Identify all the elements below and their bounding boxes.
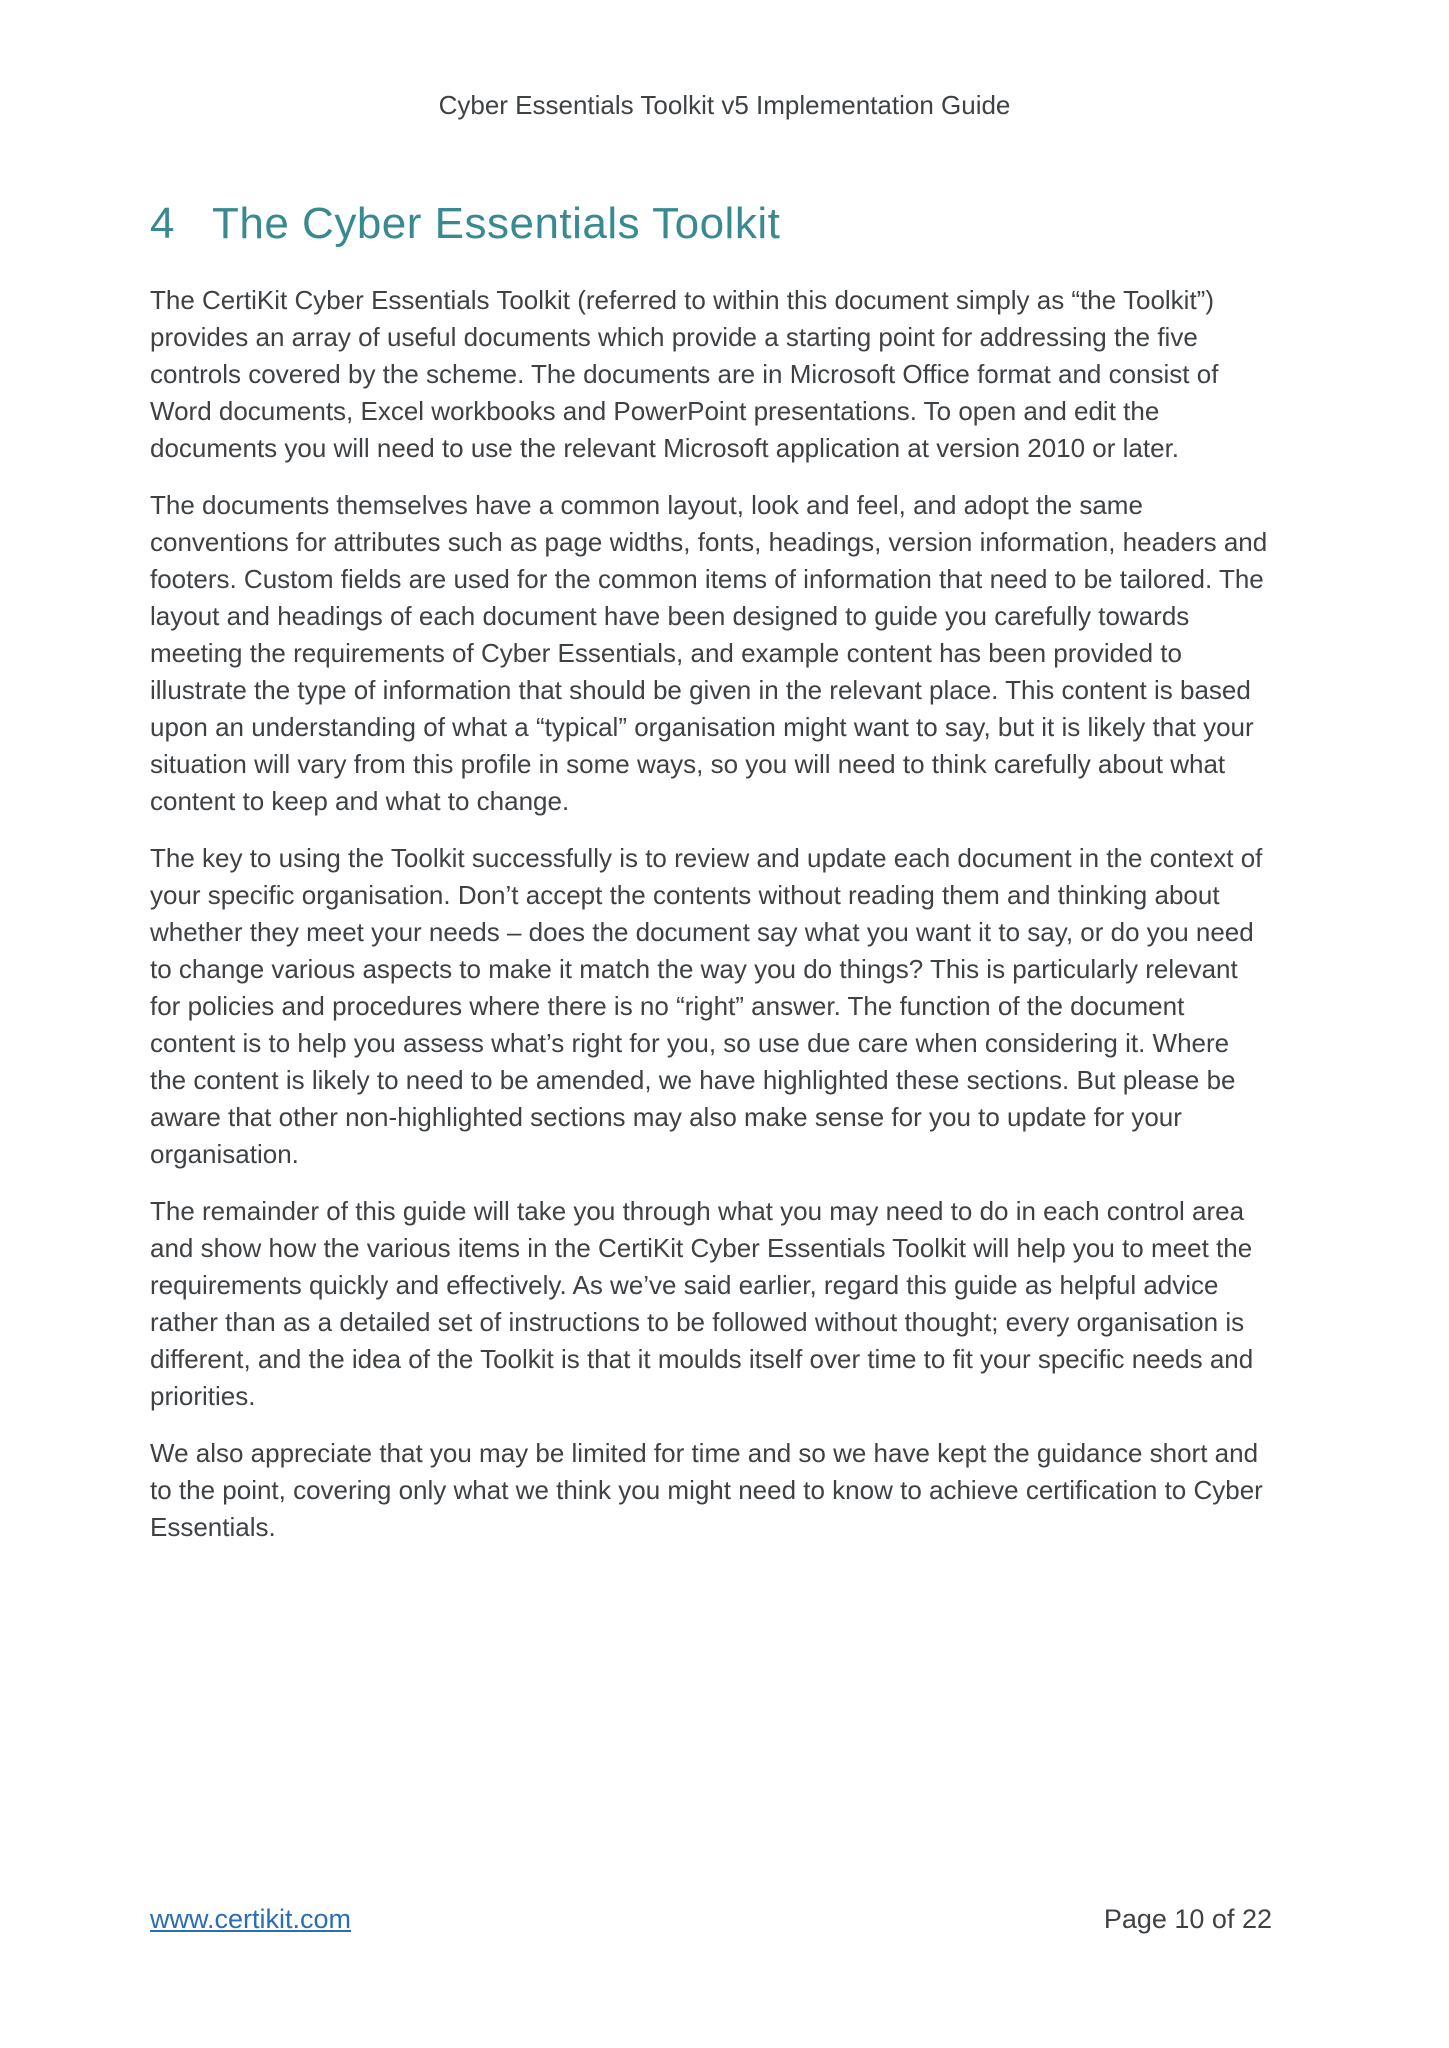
section-number: 4: [150, 199, 175, 248]
page-number: Page 10 of 22: [1103, 1904, 1272, 1934]
page-footer: [150, 1901, 1272, 1937]
body-paragraph: The CertiKit Cyber Essentials Toolkit (referred to within this document simply as “the Toolkit”) provides an array of useful documents which provide a starting point for addressing the five controls covered by the scheme. The documents are in Microsoft Office format and consist of Word documents, Excel workbooks and PowerPoint presentations. To open and edit the documents you will need to use the relevant Microsoft application at version 2010 or later.: [150, 285, 1219, 463]
footer-link[interactable]: www.certikit.com: [150, 1904, 352, 1934]
body-paragraph: The documents themselves have a common layout, look and feel, and adopt the same conventions for attributes such as page widths, fonts, headings, version information, headers and footers. Custom fields are used for the common items of information that need to be tailored. The layout and headings of each document have been designed to guide you carefully towards meeting the requirements of Cyber Essentials, and example content has been provided to illustrate the type of information that should be given in the relevant place. This content is based upon an understanding of what a “typical” organisation might want to say, but it is likely that your situation will vary from this profile in some ways, so you will need to think carefully about what content to keep and what to change.: [150, 490, 1268, 816]
body-paragraph: The remainder of this guide will take you through what you may need to do in each control area and show how the various items in the CertiKit Cyber Essentials Toolkit will help you to meet the requirements quickly and effectively. As we’ve said earlier, regard this guide as helpful advice rather than as a detailed set of instructions to be followed without thought; every organisation is different, and the idea of the Toolkit is that it moulds itself over time to fit your specific needs and priorities.: [150, 1196, 1254, 1411]
page-header-title: Cyber Essentials Toolkit v5 Implementation Guide: [438, 90, 1011, 120]
body-paragraph: The key to using the Toolkit successfully is to review and update each document in the context of your specific organisation. Don’t accept the contents without reading them and thinking about whether they meet your needs – does the document say what you want it to say, or do you need to change various aspects to make it match the way you do things? This is particularly relevant for policies and procedures where there is no “right” answer. The function of the document content is to help you assess what’s right for you, so use due care when considering it. Where the content is likely to need to be amended, we have highlighted these sections. But please be aware that other non-highlighted sections may also make sense for you to update for your organisation.: [150, 843, 1263, 1169]
page-header: [0, 88, 1449, 122]
body-paragraph: We also appreciate that you may be limited for time and so we have kept the guidance short and to the point, covering only what we think you might need to know to achieve certification to Cyber Essentials.: [150, 1438, 1263, 1542]
section-heading: [150, 196, 1272, 252]
document-body: [150, 196, 1272, 1566]
section-title: The Cyber Essentials Toolkit: [212, 199, 781, 248]
